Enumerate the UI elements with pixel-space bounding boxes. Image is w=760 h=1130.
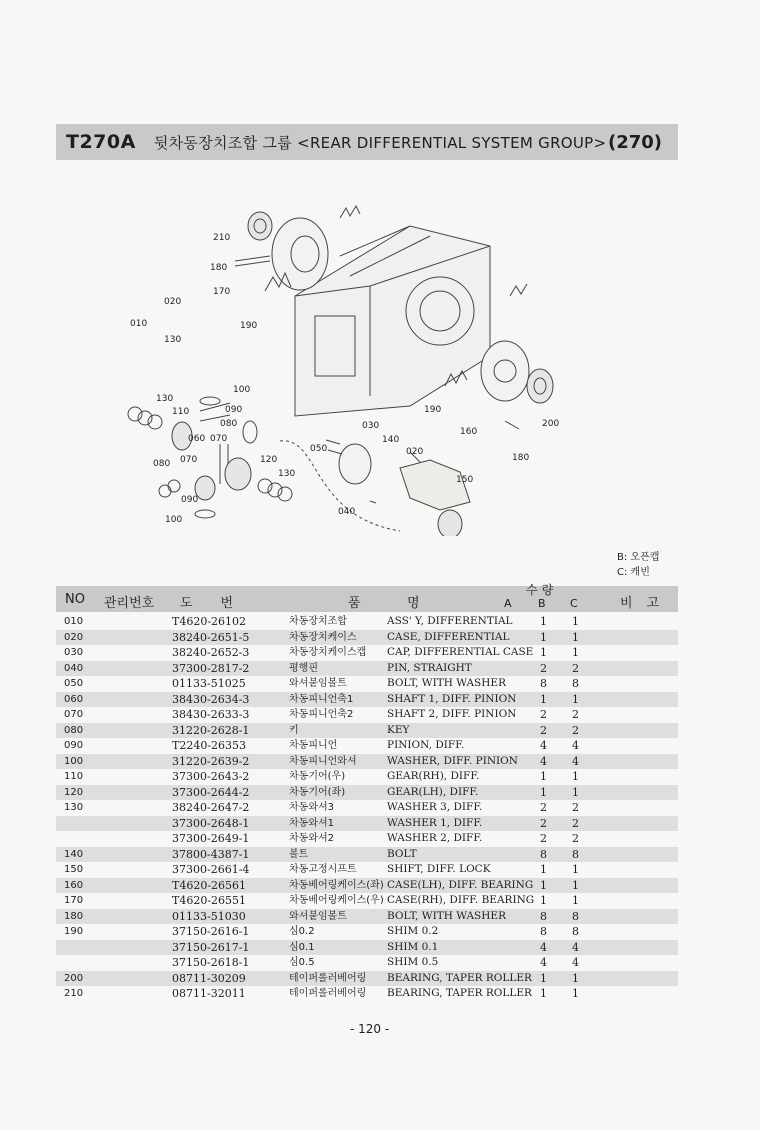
table-row [56, 955, 678, 971]
cell-qty-c: 1 [572, 615, 579, 628]
cell-no: 010 [64, 616, 84, 627]
callout-020: 020 [164, 297, 182, 307]
callout-080b: 080 [153, 459, 171, 469]
exploded-parts-diagram [110, 196, 610, 536]
cell-qty-c: 1 [572, 894, 579, 907]
section-header [56, 124, 678, 160]
cell-part-number: T4620-26551 [172, 894, 247, 907]
cell-english-name: SHIFT, DIFF. LOCK [387, 863, 491, 875]
callout-050: 050 [310, 444, 328, 454]
cell-no: 160 [64, 879, 84, 891]
cell-english-name: ASS' Y, DIFFERENTIAL [387, 615, 513, 627]
cell-qty-b: 4 [540, 940, 547, 954]
cell-qty-c: 8 [572, 847, 579, 861]
cell-part-number: 38430-2634-3 [172, 692, 250, 706]
callout-210: 210 [213, 233, 231, 243]
cell-english-name: SHIM 0.1 [387, 940, 439, 953]
cell-qty-b: 8 [540, 677, 547, 690]
legend-b: B: 오픈캡 [617, 552, 660, 563]
table-row [56, 909, 678, 925]
table-row [56, 645, 678, 661]
col-a: A [504, 597, 512, 610]
callout-020b: 020 [406, 447, 424, 457]
callout-140: 140 [382, 435, 400, 445]
cell-no: 140 [64, 848, 84, 860]
cell-qty-c: 4 [572, 754, 579, 768]
cell-english-name: GEAR(RH), DIFF. [387, 770, 480, 782]
cell-part-number: T4620-26102 [172, 615, 247, 628]
cell-korean-name: 차동장치케이스 [289, 631, 357, 643]
cell-part-number: 37150-2618-1 [172, 956, 250, 969]
callout-190b: 190 [424, 405, 442, 415]
callout-150: 150 [456, 475, 474, 485]
cell-qty-b: 4 [540, 754, 547, 768]
cell-part-number: 08711-30209 [172, 971, 246, 985]
cell-qty-b: 2 [540, 801, 547, 814]
callout-070b: 070 [180, 455, 198, 465]
cell-korean-name: 차동피니언축1 [289, 693, 354, 705]
cell-qty-c: 8 [572, 925, 579, 938]
cell-no: 060 [64, 693, 84, 705]
cell-qty-c: 8 [572, 677, 579, 690]
cell-korean-name: 차동고정시프트 [289, 864, 357, 875]
cell-qty-b: 1 [540, 646, 547, 659]
cell-english-name: CASE(LH), DIFF. BEARING [387, 878, 534, 891]
cell-korean-name: 심0.5 [289, 957, 315, 968]
cell-qty-b: 1 [540, 894, 547, 907]
cell-qty-b: 1 [540, 692, 547, 706]
cell-korean-name: 차동피니언 [289, 740, 338, 751]
cell-qty-c: 2 [572, 832, 579, 845]
table-row [56, 831, 678, 847]
cell-no: 150 [64, 864, 84, 875]
callout-100b: 100 [165, 515, 183, 525]
cell-part-number: 37800-4387-1 [172, 847, 250, 861]
cell-part-number: 38240-2651-5 [172, 630, 250, 644]
cell-part-number: 01133-51025 [172, 677, 246, 690]
table-row [56, 723, 678, 739]
cell-qty-c: 4 [572, 940, 579, 954]
cell-no: 070 [64, 709, 84, 720]
cell-english-name: CASE, DIFFERENTIAL [387, 630, 510, 643]
cell-qty-c: 1 [572, 785, 579, 799]
cell-qty-c: 1 [572, 971, 579, 985]
callout-040: 040 [338, 507, 356, 517]
cell-qty-b: 1 [540, 770, 547, 783]
cell-qty-c: 1 [572, 646, 579, 659]
cell-part-number: 08711-32011 [172, 987, 246, 1000]
table-row [56, 614, 678, 630]
cell-korean-name: 차동피니언와셔 [289, 755, 357, 767]
cell-qty-b: 8 [540, 925, 547, 938]
table-row [56, 940, 678, 956]
callout-130b: 130 [156, 394, 174, 404]
table-row [56, 754, 678, 770]
cell-part-number: 37300-2643-2 [172, 770, 250, 783]
cell-part-number: T4620-26561 [172, 878, 247, 892]
callout-200: 200 [542, 419, 560, 429]
cell-no: 110 [64, 771, 84, 782]
legend [617, 550, 659, 580]
callout-090: 090 [225, 405, 243, 415]
cell-qty-c: 4 [572, 739, 579, 752]
cell-korean-name: 차동베어링케이스(우) [289, 895, 384, 906]
table-row [56, 800, 678, 816]
cell-part-number: 37300-2649-1 [172, 832, 250, 845]
col-name-b: 명 [407, 596, 420, 611]
cell-no: 180 [64, 910, 84, 922]
callout-070: 070 [210, 434, 228, 444]
cell-english-name: WASHER 2, DIFF. [387, 832, 483, 844]
cell-english-name: BOLT [387, 847, 417, 860]
cell-english-name: GEAR(LH), DIFF. [387, 785, 479, 798]
cell-english-name: WASHER 1, DIFF. [387, 816, 483, 829]
cell-korean-name: 차동기어(우) [289, 771, 346, 782]
legend-c: C: 캐빈 [617, 567, 650, 578]
table-row [56, 661, 678, 677]
cell-qty-b: 2 [540, 708, 547, 721]
cell-no: 080 [64, 724, 84, 736]
cell-korean-name: 테이퍼롤러베어링 [289, 988, 367, 999]
cell-qty-c: 2 [572, 661, 579, 675]
callout-180: 180 [210, 263, 228, 273]
cell-no: 120 [64, 786, 84, 798]
cell-qty-c: 1 [572, 692, 579, 706]
cell-part-number: 38240-2652-3 [172, 646, 250, 659]
table-row [56, 785, 678, 801]
cell-korean-name: 차동와셔1 [289, 817, 335, 829]
callout-160: 160 [460, 427, 478, 437]
cell-korean-name: 볼트 [289, 848, 309, 860]
cell-no: 130 [64, 802, 84, 813]
cell-qty-b: 1 [540, 630, 547, 644]
callout-110: 110 [172, 407, 190, 417]
cell-qty-c: 8 [572, 909, 579, 923]
cell-qty-b: 2 [540, 832, 547, 845]
col-qty: 수량 [526, 583, 558, 597]
page-number: - 120 - [350, 1022, 390, 1036]
table-row [56, 676, 678, 692]
cell-qty-c: 4 [572, 956, 579, 969]
cell-qty-b: 1 [540, 971, 547, 985]
cell-qty-c: 1 [572, 630, 579, 644]
cell-english-name: CASE(RH), DIFF. BEARING [387, 894, 535, 906]
cell-korean-name: 심0.1 [289, 941, 315, 953]
cell-korean-name: 와셔붙임볼트 [289, 678, 347, 689]
col-remark: 비고 [620, 596, 674, 611]
section-code: T270A [66, 131, 136, 153]
cell-qty-b: 8 [540, 847, 547, 861]
table-row [56, 893, 678, 909]
table-row [56, 630, 678, 646]
table-row [56, 769, 678, 785]
col-mgmt: 관리번호 [104, 596, 155, 611]
callout-130: 130 [164, 335, 182, 345]
cell-part-number: 31220-2639-2 [172, 754, 250, 768]
cell-part-number: 38430-2633-3 [172, 708, 250, 721]
cell-part-number: 37300-2648-1 [172, 816, 250, 830]
section-page-ref: (270) [607, 131, 662, 153]
table-row [56, 862, 678, 878]
cell-part-number: 31220-2628-1 [172, 723, 250, 737]
cell-no: 190 [64, 926, 84, 937]
cell-english-name: SHIM 0.2 [387, 925, 439, 937]
col-no: NO [65, 592, 85, 607]
callout-130c: 130 [278, 469, 296, 479]
callout-100: 100 [233, 385, 251, 395]
cell-part-number: 37300-2817-2 [172, 661, 250, 675]
parts-table [56, 614, 678, 1002]
table-row [56, 847, 678, 863]
cell-qty-b: 2 [540, 661, 547, 675]
cell-qty-b: 2 [540, 816, 547, 830]
table-row [56, 924, 678, 940]
cell-no: 200 [64, 972, 84, 984]
col-c: C [570, 597, 578, 610]
cell-no: 090 [64, 740, 84, 751]
cell-korean-name: 차동피니언축2 [289, 709, 354, 720]
callout-190: 190 [240, 321, 258, 331]
callout-180b: 180 [512, 453, 530, 463]
cell-no: 020 [64, 631, 84, 643]
table-row [56, 971, 678, 987]
cell-qty-c: 1 [572, 770, 579, 783]
cell-english-name: BOLT, WITH WASHER [387, 677, 506, 689]
cell-no: 210 [64, 988, 84, 999]
cell-english-name: WASHER, DIFF. PINION [387, 754, 518, 767]
cell-qty-b: 2 [540, 723, 547, 737]
cell-no: 170 [64, 895, 84, 906]
cell-english-name: BOLT, WITH WASHER [387, 909, 506, 922]
cell-qty-b: 1 [540, 615, 547, 628]
table-row [56, 738, 678, 754]
cell-part-number: 37150-2616-1 [172, 925, 250, 938]
cell-part-number: 38240-2647-2 [172, 801, 250, 814]
col-part: 도번 [180, 596, 262, 611]
cell-korean-name: 차동베어링케이스(좌) [289, 879, 384, 891]
cell-qty-c: 2 [572, 801, 579, 814]
cell-qty-c: 1 [572, 987, 579, 1000]
table-row [56, 986, 678, 1002]
cell-part-number: 37150-2617-1 [172, 940, 250, 954]
cell-qty-c: 1 [572, 863, 579, 876]
callout-080: 080 [220, 419, 238, 429]
cell-english-name: KEY [387, 723, 410, 736]
cell-qty-b: 4 [540, 956, 547, 969]
cell-english-name: BEARING, TAPER ROLLER [387, 987, 532, 999]
callout-060: 060 [188, 434, 206, 444]
cell-part-number: T2240-26353 [172, 739, 247, 752]
cell-no: 040 [64, 662, 84, 674]
table-row [56, 878, 678, 894]
table-row [56, 707, 678, 723]
cell-qty-c: 2 [572, 723, 579, 737]
cell-part-number: 01133-51030 [172, 909, 246, 923]
cell-korean-name: 차동장치조합 [289, 616, 347, 627]
cell-english-name: SHAFT 2, DIFF. PINION [387, 708, 517, 720]
cell-part-number: 37300-2661-4 [172, 863, 250, 876]
cell-no: 050 [64, 678, 84, 689]
col-name-a: 품 [348, 596, 361, 611]
cell-english-name: PIN, STRAIGHT [387, 661, 472, 674]
cell-korean-name: 와셔붙임볼트 [289, 910, 347, 922]
callout-010: 010 [130, 319, 148, 329]
cell-korean-name: 테이퍼롤러베어링 [289, 972, 367, 984]
cell-korean-name: 심0.2 [289, 926, 315, 937]
cell-part-number: 37300-2644-2 [172, 785, 250, 799]
cell-english-name: BEARING, TAPER ROLLER [387, 971, 532, 984]
col-b: B [538, 597, 546, 610]
table-header [56, 583, 678, 612]
cell-qty-c: 2 [572, 708, 579, 721]
cell-qty-b: 1 [540, 863, 547, 876]
cell-qty-b: 1 [540, 878, 547, 892]
section-title: 뒷차동장치조합 그룹 <REAR DIFFERENTIAL SYSTEM GROUP> [153, 133, 607, 152]
cell-qty-b: 1 [540, 987, 547, 1000]
cell-qty-b: 4 [540, 739, 547, 752]
cell-english-name: WASHER 3, DIFF. [387, 801, 483, 813]
cell-korean-name: 차동장치케이스캡 [289, 647, 367, 658]
cell-english-name: PINION, DIFF. [387, 739, 465, 751]
cell-korean-name: 평행핀 [289, 662, 318, 674]
cell-no: 030 [64, 647, 84, 658]
callout-090b: 090 [181, 495, 199, 505]
cell-korean-name: 키 [289, 724, 299, 736]
cell-no: 100 [64, 755, 84, 767]
callout-030: 030 [362, 421, 380, 431]
cell-english-name: CAP, DIFFERENTIAL CASE [387, 646, 534, 658]
cell-qty-b: 1 [540, 785, 547, 799]
cell-qty-c: 1 [572, 878, 579, 892]
table-row [56, 816, 678, 832]
cell-english-name: SHAFT 1, DIFF. PINION [387, 692, 517, 705]
cell-korean-name: 차동와셔2 [289, 833, 335, 844]
cell-korean-name: 차동와셔3 [289, 802, 335, 813]
cell-korean-name: 차동기어(좌) [289, 786, 346, 798]
cell-qty-c: 2 [572, 816, 579, 830]
cell-english-name: SHIM 0.5 [387, 956, 439, 968]
table-row [56, 692, 678, 708]
callout-120: 120 [260, 455, 278, 465]
cell-qty-b: 8 [540, 909, 547, 923]
callout-170: 170 [213, 287, 231, 297]
